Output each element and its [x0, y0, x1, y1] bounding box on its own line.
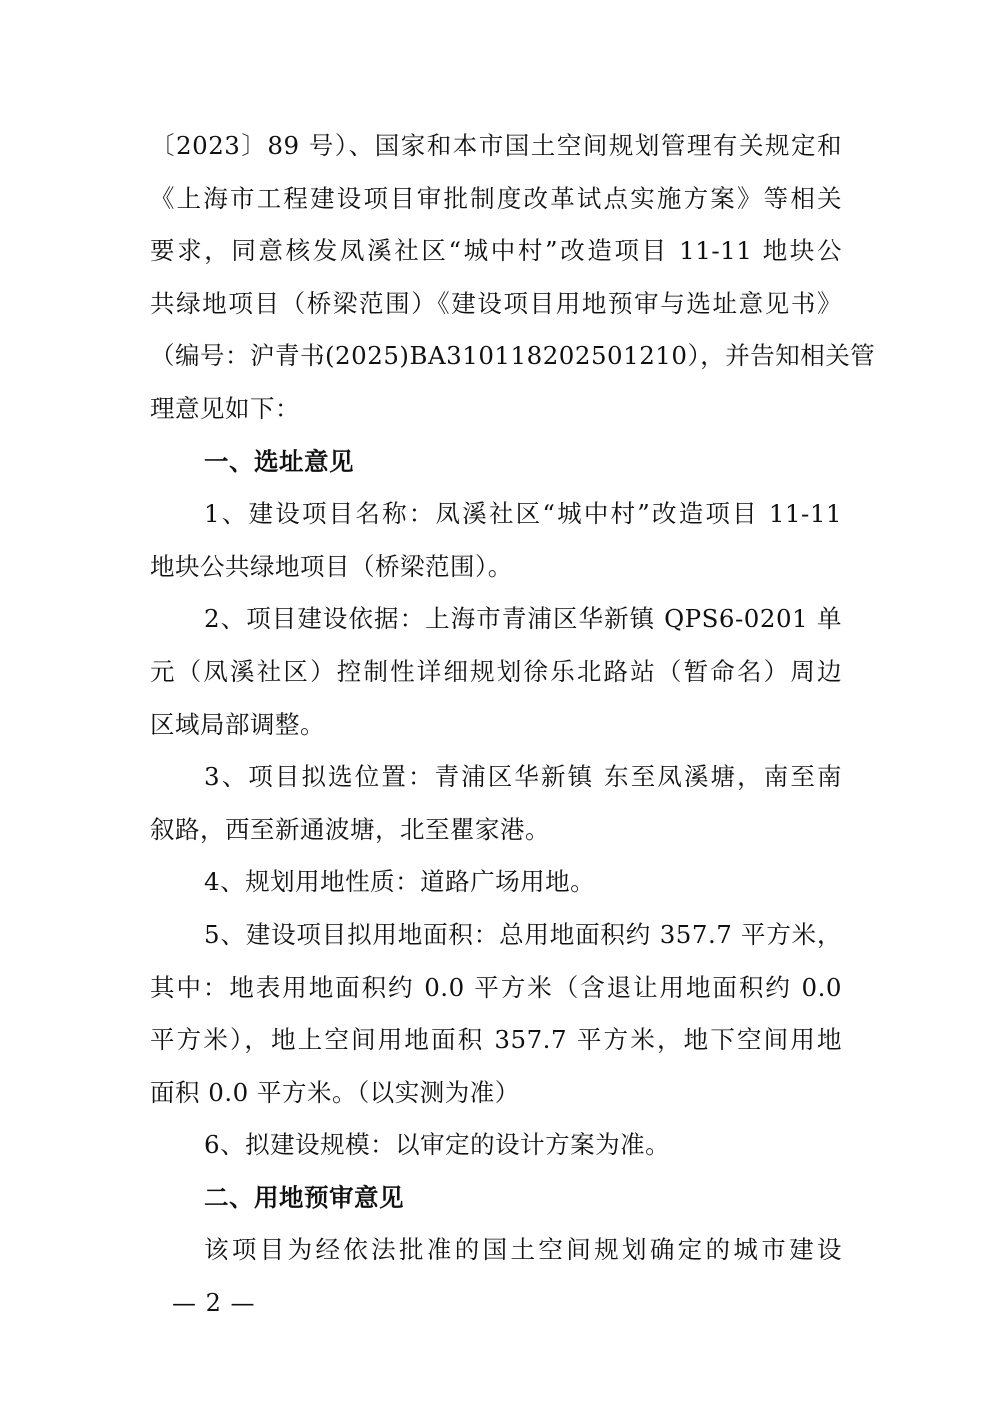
section-heading-land-pre-review: 二、用地预审意见	[204, 1182, 404, 1212]
page-number: — 2 —	[172, 1289, 256, 1317]
body-line: 5、建设项目拟用地面积：总用地面积约 357.7 平方米，	[204, 919, 842, 949]
body-line: 地块公共绿地项目（桥梁范围）。	[150, 551, 513, 581]
body-line: （编号：沪青书(2025)BA310118202501210），并告知相关管	[150, 341, 876, 371]
body-line: 3、项目拟选位置：青浦区华新镇 东至凤溪塘，南至南	[204, 762, 842, 792]
body-line: 元（凤溪社区）控制性详细规划徐乐北路站（暂命名）周边	[150, 656, 842, 686]
body-line: 《上海市工程建设项目审批制度改革试点实施方案》等相关	[150, 183, 842, 213]
body-line: 6、拟建设规模：以审定的设计方案为准。	[204, 1130, 671, 1160]
body-line: 1、建设项目名称：凤溪社区“城中村”改造项目 11-11	[204, 499, 842, 529]
body-line: 2、项目建设依据：上海市青浦区华新镇 QPS6-0201 单	[204, 604, 842, 634]
body-line: 理意见如下：	[150, 393, 300, 423]
body-line: 4、规划用地性质：道路广场用地。	[204, 867, 596, 897]
section-heading-site-selection: 一、选址意见	[204, 446, 354, 476]
body-line: 区域局部调整。	[150, 709, 325, 739]
body-line: 叙路，西至新通波塘，北至瞿家港。	[150, 814, 550, 844]
body-line: 要求，同意核发凤溪社区“城中村”改造项目 11-11 地块公	[150, 236, 842, 266]
body-line: 其中：地表用地面积约 0.0 平方米（含退让用地面积约 0.0	[150, 972, 842, 1002]
document-body	[150, 120, 876, 1277]
body-line: 该项目为经依法批准的国土空间规划确定的城市建设	[204, 1235, 842, 1265]
body-line: 平方米），地上空间用地面积 357.7 平方米，地下空间用地	[150, 1025, 842, 1055]
body-line: 〔2023〕89 号）、国家和本市国土空间规划管理有关规定和	[150, 131, 842, 160]
body-line: 面积 0.0 平方米。（以实测为准）	[150, 1077, 520, 1107]
body-line: 共绿地项目（桥梁范围）《建设项目用地预审与选址意见书》	[150, 288, 842, 318]
